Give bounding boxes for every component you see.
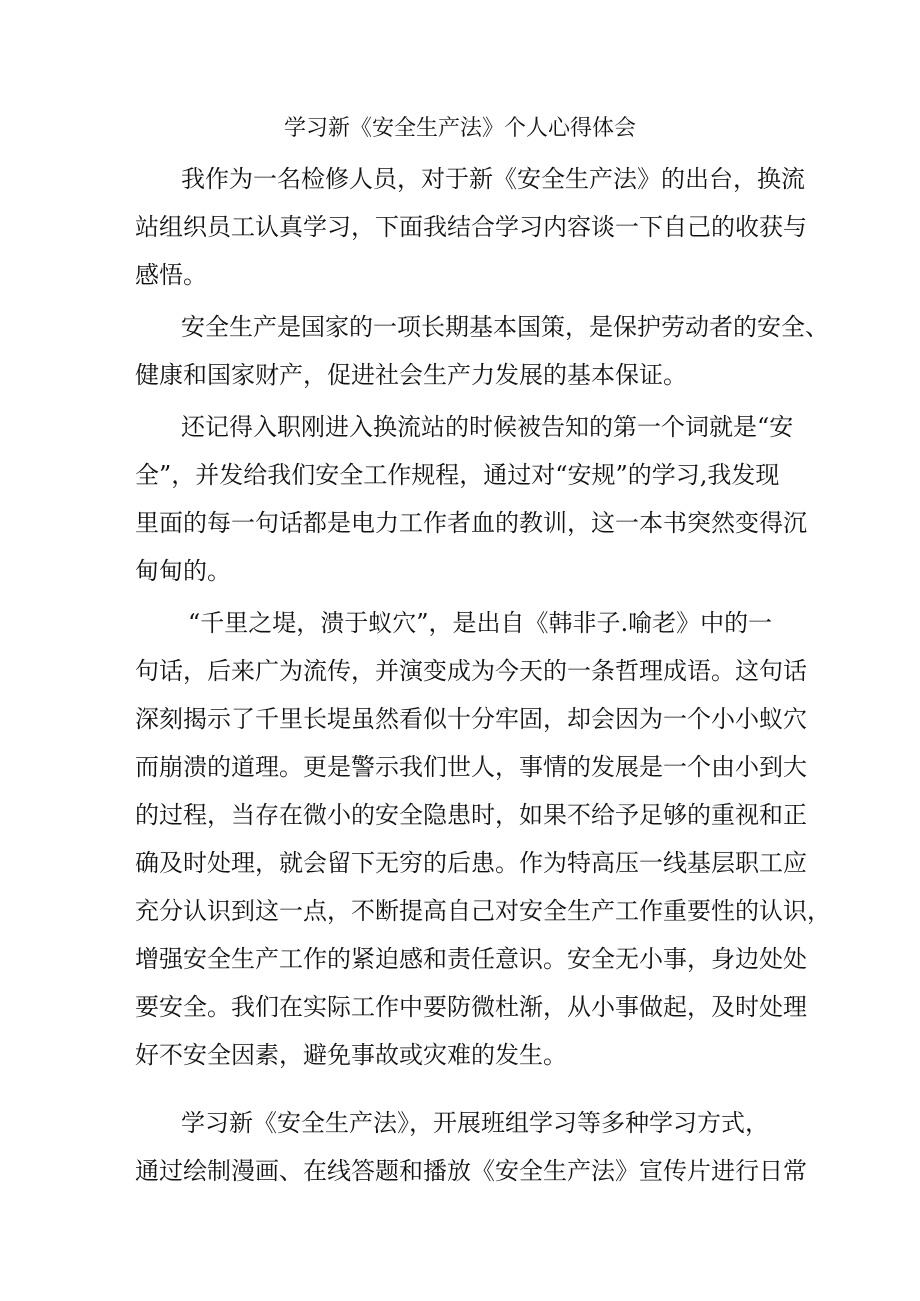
text-line: 里面的每一句话都是电力工作者血的教训，这一本书突然变得沉: [135, 509, 807, 537]
text-line: 增强安全生产工作的紧迫感和责任意识。安全无小事，身边处处: [135, 945, 807, 973]
text-line: 句话，后来广为流传，并演变成为今天的一条哲理成语。这句话: [135, 657, 807, 685]
text-line: 甸甸的。: [135, 557, 231, 585]
text-line: 感悟。: [135, 261, 207, 289]
text-line: 安全生产是国家的一项长期基本国策，是保护劳动者的安全、: [181, 313, 829, 341]
text-line: 健康和国家财产，促进社会生产力发展的基本保证。: [135, 361, 687, 389]
text-line: 还记得入职刚进入换流站的时候被告知的第一个词就是“安: [181, 413, 794, 441]
text-line: 我作为一名检修人员，对于新《安全生产法》的出台，换流: [181, 165, 805, 193]
text-line: 深刻揭示了千里长堤虽然看似十分牢固，却会因为一个小小蚁穴: [135, 705, 807, 733]
text-line: 好不安全因素，避免事故或灾难的发生。: [135, 1041, 567, 1069]
text-line: 学习新《安全生产法》，开展班组学习等多种学习方式，: [181, 1109, 769, 1137]
text-line: 的过程，当存在微小的安全隐患时，如果不给予足够的重视和正: [135, 801, 807, 829]
document-title: 学习新《安全生产法》个人心得体会: [283, 116, 636, 141]
text-line: 全”，并发给我们安全工作规程，通过对“安规”的学习,我发现: [135, 461, 780, 489]
text-line: 要安全。我们在实际工作中要防微杜渐，从小事做起，及时处理: [135, 993, 807, 1021]
text-line: 确及时处理，就会留下无穷的后患。作为特高压一线基层职工应: [135, 849, 807, 877]
text-line: “千里之堤，溃于蚁穴”，是出自《韩非子.喻老》中的一: [188, 609, 773, 637]
text-line: 充分认识到这一点，不断提高自己对安全生产工作重要性的认识，: [135, 897, 831, 925]
text-line: 通过绘制漫画、在线答题和播放《安全生产法》宣传片进行日常: [135, 1157, 807, 1185]
text-line: 而崩溃的道理。更是警示我们世人，事情的发展是一个由小到大: [135, 753, 807, 781]
text-line: 站组织员工认真学习，下面我结合学习内容谈一下自己的收获与: [135, 213, 807, 241]
